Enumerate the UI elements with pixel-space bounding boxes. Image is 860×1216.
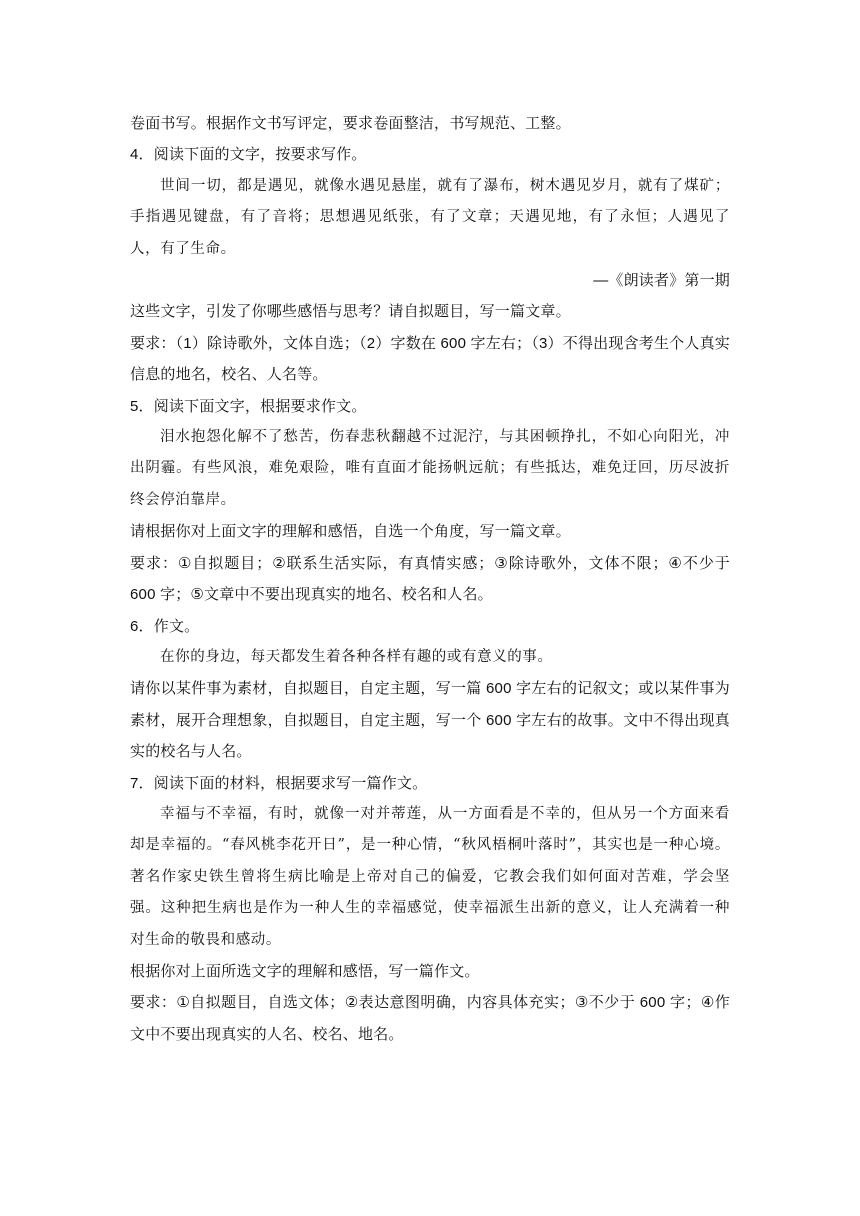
question-6-title: 6．作文。 (130, 617, 200, 635)
question-5-requirements: 要求：①自拟题目；②联系生活实际，有真情实感；③除诗歌外，文体不限；④不少于 600 字；⑤文章中不要出现真实的地名、校名和人名。 (130, 554, 730, 604)
question-4-passage: 世间一切，都是遇见，就像水遇见悬崖，就有了瀑布，树木遇见岁月，就有了煤矿；手指遇见键盘，有了音将；思想遇见纸张，有了文章；天遇见地，有了永恒；人遇见了人，有了生命。 (130, 177, 730, 257)
question-4-requirements: 要求：（1）除诗歌外，文体自选；（2）字数在 600 字左右；（3）不得出现含考生个人真实信息的地名，校名、人名等。 (130, 334, 730, 384)
document-body (130, 108, 730, 1050)
question-6-passage: 在你的身边，每天都发生着各种各样有趣的或有意义的事。 (160, 648, 553, 665)
question-5-prompt: 请根据你对上面文字的理解和感悟，自选一个角度，写一篇文章。 (130, 523, 571, 541)
question-4-title: 4．阅读下面的文字，按要求写作。 (130, 146, 367, 164)
question-7-title: 7．阅读下面的材料，根据要求写一篇作文。 (130, 774, 428, 792)
question-4-prompt: 这些文字，引发了你哪些感悟与思考？请自拟题目，写一篇文章。 (130, 303, 571, 321)
question-4-source: —《朗读者》第一期 (593, 272, 730, 290)
question-7-passage: 幸福与不幸福，有时，就像一对并蒂莲，从一方面看是不幸的，但从另一个方面来看却是幸福的。“春风桃李花开日”，是一种心情，“秋风梧桐叶落时”，其实也是一种心境。著名作家史铁生曾将生病比喻是上帝对自己的偏爱，它教会我们如何面对苦难，学会坚强。这种把生病也是作为一种人生的幸福感觉，使幸福派生出新的意义，让人充满着一种对生命的敬畏和感动。 (130, 805, 730, 948)
question-6-prompt: 请你以某件事为素材，自拟题目，自定主题，写一篇 600 字左右的记叙文；或以某件事为素材，展开合理想象，自拟题目，自定主题，写一个 600 字左右的故事。文中不得出现真实的校名与人名。 (130, 680, 730, 761)
question-5-title: 5．阅读下面文字，根据要求作文。 (130, 397, 367, 415)
question-7-prompt: 根据你对上面所选文字的理解和感悟，写一篇作文。 (130, 962, 480, 980)
question-5-passage: 泪水抱怨化解不了愁苦，伤春悲秋翻越不过泥泞，与其困顿挣扎，不如心向阳光，冲出阴霾。有些风浪，难免艰险，唯有直面才能扬帆远航；有些抵达，难免迂回，历尽波折终会停泊靠岸。 (130, 429, 730, 508)
question-7-requirements: 要求：①自拟题目，自选文体；②表达意图明确，内容具体充实；③不少于 600 字；④作文中不要出现真实的人名、校名、地名。 (130, 994, 730, 1043)
intro-line: 卷面书写。根据作文书写评定，要求卷面整洁，书写规范、工整。 (130, 115, 571, 132)
